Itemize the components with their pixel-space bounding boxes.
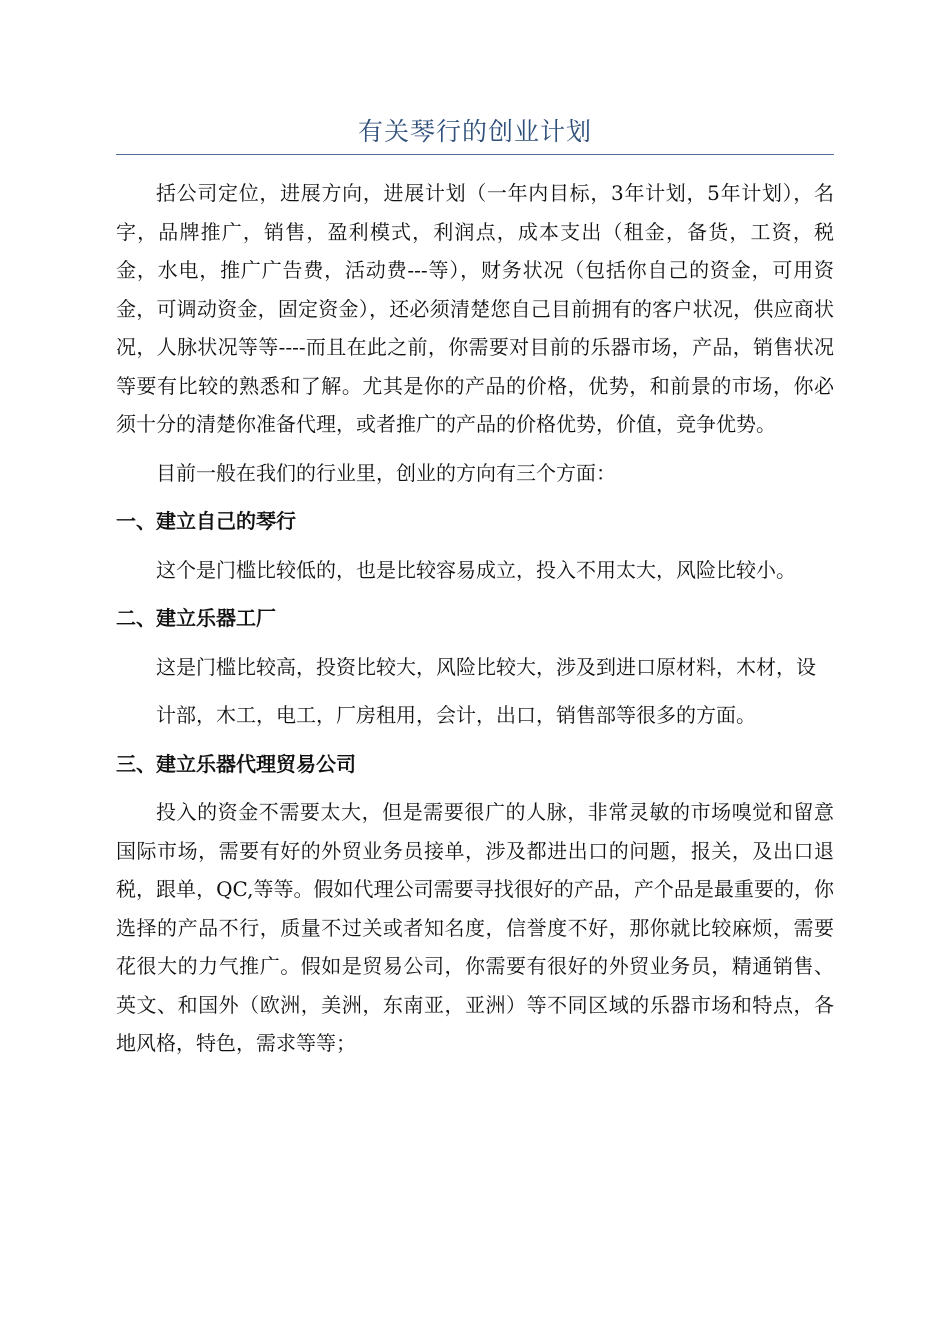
paragraph: 这是门槛比较高，投资比较大，风险比较大，涉及到进口原材料，木材，设 [156, 654, 816, 679]
paragraph: 这个是门槛比较低的，也是比较容易成立，投入不用太大，风险比较小。 [156, 557, 796, 582]
title-underline [116, 154, 834, 155]
paragraph: 投入的资金不需要太大，但是需要很广的人脉，非常灵敏的市场嗅觉和留意国际市场，需要有好的外贸业务员接单，涉及都进出口的问题，报关，及出口退税，跟单，QC,等等。假如代理公司需要寻找很好的产品，产个品是最重要的，你选择的产品不行，质量不过关或者知名度，信誉度不好，那你就比较麻烦，需要花很大的力气推广。假如是贸易公司，你需要有很好的外贸业务员，精通销售、英文、和国外（欧洲，美洲，东南亚，亚洲）等不同区域的乐器市场和特点，各地风格，特色，需求等等； [116, 800, 834, 1055]
section-heading: 一、建立自己的琴行 [116, 509, 296, 533]
section-heading: 三、建立乐器代理贸易公司 [116, 751, 356, 776]
paragraph: 目前一般在我们的行业里，创业的方向有三个方面： [156, 460, 616, 485]
document-title: 有关琴行的创业计划 [357, 117, 592, 146]
section-heading: 二、建立乐器工厂 [116, 606, 276, 630]
document-body [116, 174, 834, 1063]
paragraph: 计部，木工，电工，厂房租用，会计，出口，销售部等很多的方面。 [156, 703, 756, 727]
paragraph: 括公司定位，进展方向，进展计划（一年内目标，3年计划，5年计划），名字，品牌推广，销售，盈利模式，利润点，成本支出（租金，备货，工资，税金，水电，推广广告费，活动费---等），财务状况（包括你自己的资金，可用资金，可调动资金，固定资金），还必须清楚您自己目前拥有的客户状况，供应商状况，人脉状况等等----而且在此之前，你需要对目前的乐器市场，产品，销售状况等要有比较的熟悉和了解。尤其是你的产品的价格，优势，和前景的市场，你必须十分的清楚你准备代理，或者推广的产品的价格优势，价值，竞争优势。 [116, 181, 834, 436]
